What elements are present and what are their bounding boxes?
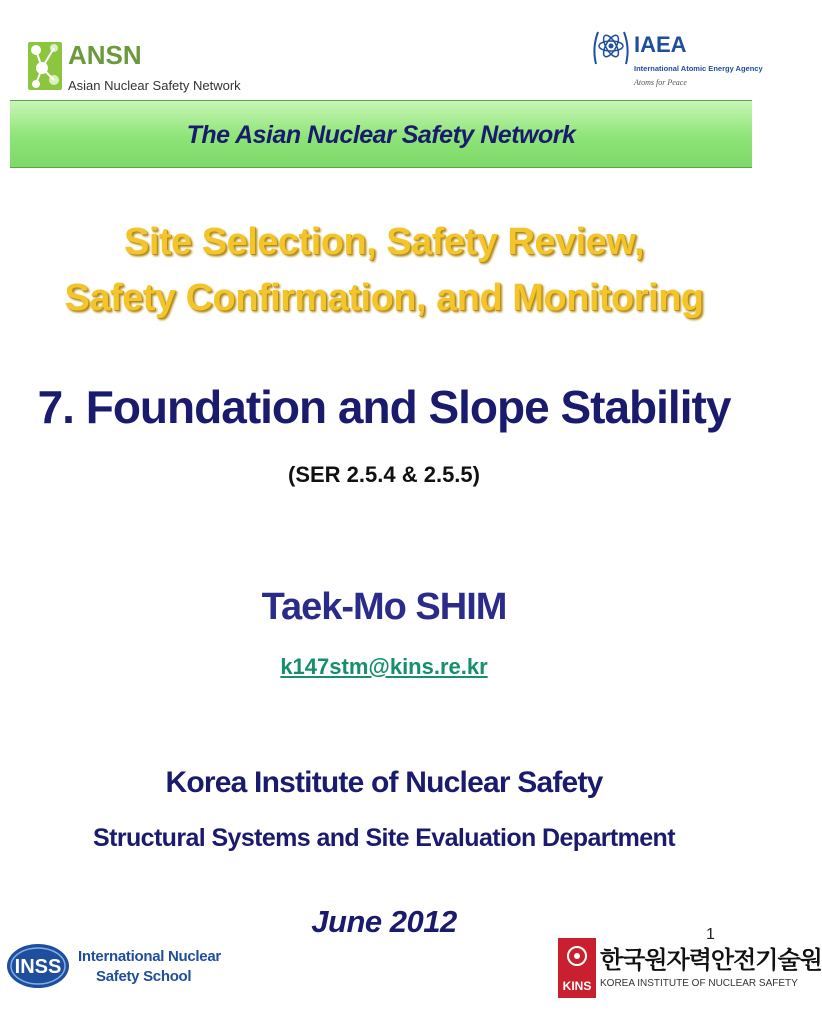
iaea-logo-name: IAEA xyxy=(634,32,687,57)
department-name: Structural Systems and Site Evaluation Department xyxy=(93,824,675,852)
inss-logo-line-1: International Nuclear xyxy=(78,948,221,965)
page-number: 1 xyxy=(706,926,715,943)
ansn-network-icon xyxy=(28,38,64,92)
kins-logo xyxy=(556,936,822,1002)
author-email-link[interactable]: k147stm@kins.re.kr xyxy=(280,654,488,679)
kins-logo-english-name: KOREA INSTITUTE OF NUCLEAR SAFETY xyxy=(600,978,798,989)
iaea-atom-icon xyxy=(590,18,632,78)
kins-logo-mark xyxy=(558,938,596,998)
kins-logo-mark-text: KINS xyxy=(562,979,592,993)
ser-reference: (SER 2.5.4 & 2.5.5) xyxy=(288,462,480,487)
presentation-date: June 2012 xyxy=(311,904,457,939)
lecture-title: 7. Foundation and Slope Stability xyxy=(37,381,731,433)
iaea-logo-subtitle: International Atomic Energy Agency xyxy=(634,64,763,73)
ansn-logo-name: ANSN xyxy=(68,40,142,70)
inss-logo-mark xyxy=(6,942,70,990)
inss-logo-mark-text: INSS xyxy=(14,956,62,978)
course-title-line-1: Site Selection, Safety Review, xyxy=(123,221,645,263)
author-name: Taek-Mo SHIM xyxy=(261,586,507,628)
header-banner xyxy=(10,100,752,168)
iaea-logo-motto: Atoms for Peace xyxy=(634,78,687,87)
course-title-line-2: Safety Confirmation, and Monitoring xyxy=(64,277,704,319)
inss-logo-line-2: Safety School xyxy=(96,968,192,985)
banner-title: The Asian Nuclear Safety Network xyxy=(186,121,576,149)
iaea-logo xyxy=(590,18,763,96)
ansn-logo-subtitle: Asian Nuclear Safety Network xyxy=(68,78,241,93)
inss-logo xyxy=(6,940,221,994)
author-email xyxy=(0,654,768,680)
institute-name: Korea Institute of Nuclear Safety xyxy=(165,766,603,799)
ansn-logo xyxy=(28,38,241,98)
kins-logo-korean-name: 한국원자력안전기술원 xyxy=(600,947,822,974)
course-title xyxy=(0,214,768,326)
